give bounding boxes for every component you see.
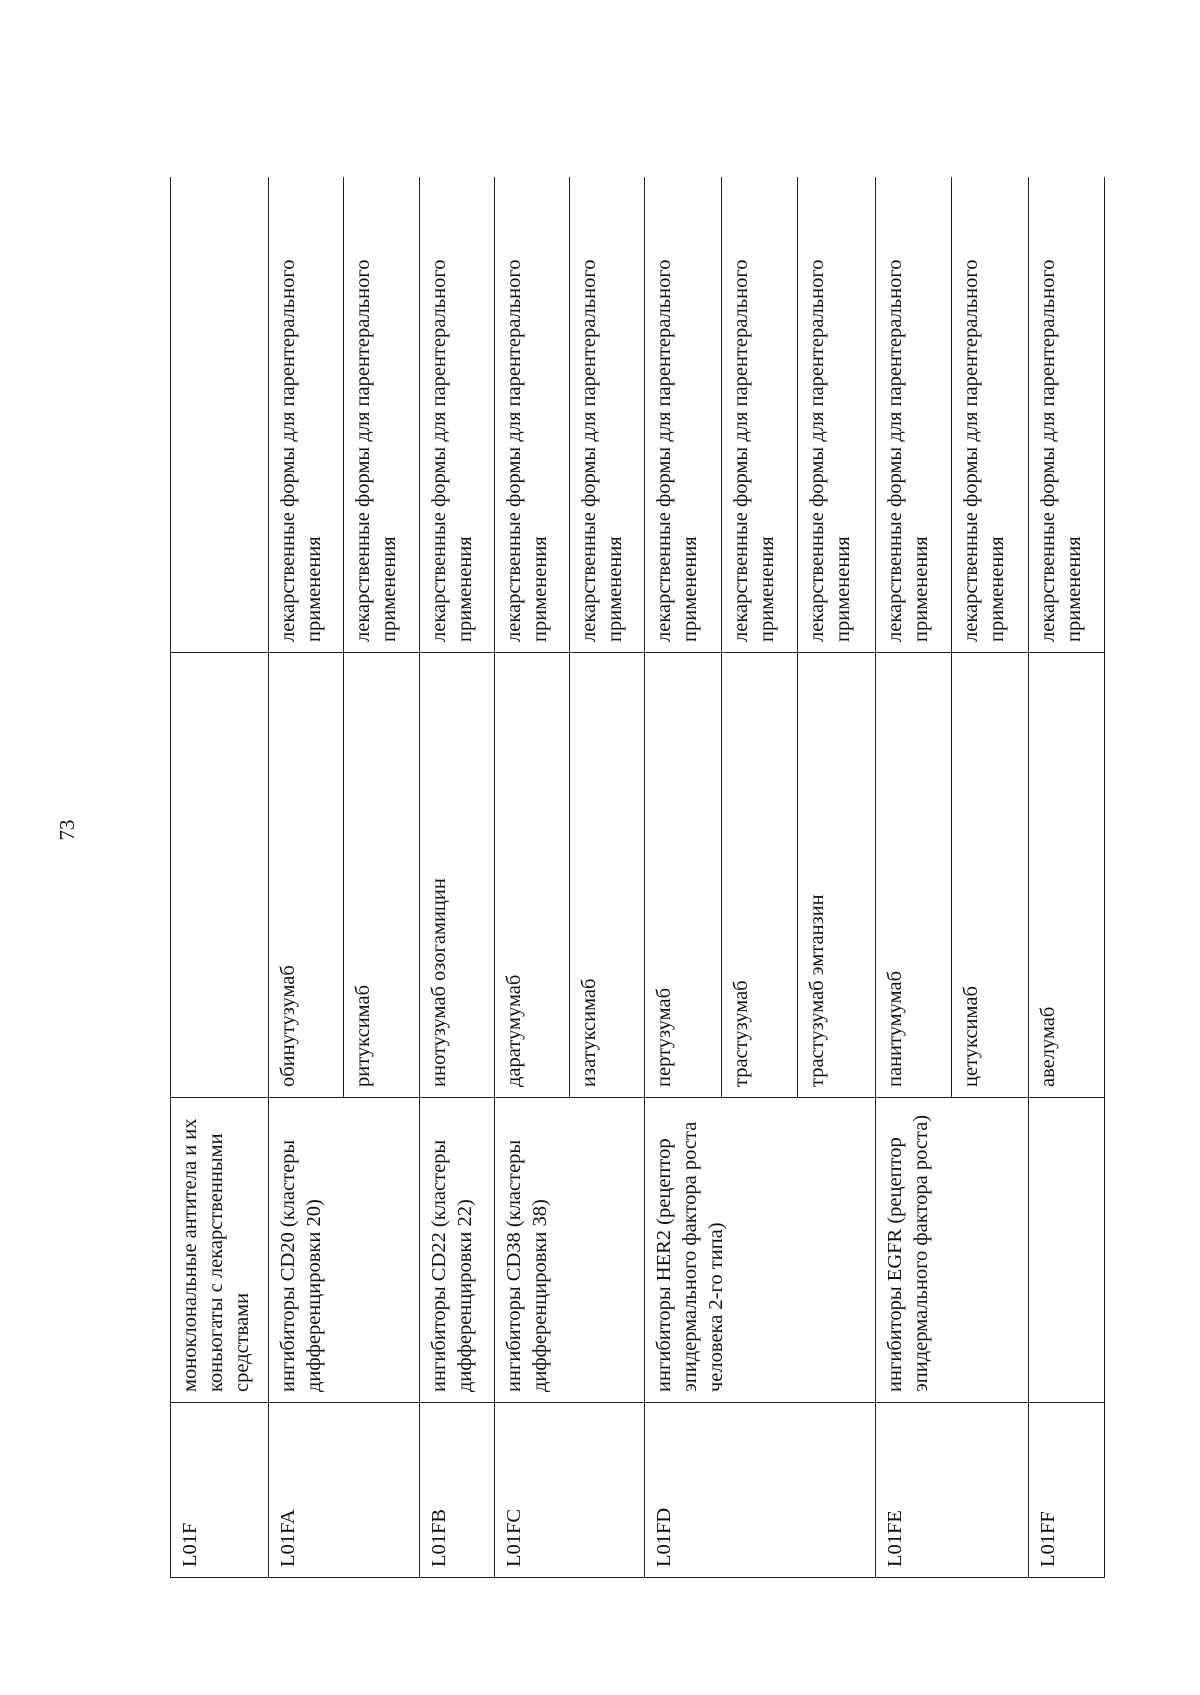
drug-name-cell: изатуксимаб xyxy=(570,653,645,1098)
dosage-form-cell: лекарственные формы для парентерального применения xyxy=(344,178,419,653)
drug-name-cell: трастузумаб xyxy=(721,653,797,1098)
dosage-form-cell: лекарственные формы для парентерального применения xyxy=(721,178,797,653)
dosage-form-cell: лекарственные формы для парентерального применения xyxy=(570,178,645,653)
table-row xyxy=(268,178,343,1578)
atc-code-cell: L01F xyxy=(171,1403,269,1578)
group-name-cell: ингибиторы HER2 (рецептор эпидермального фактора роста человека 2-го типа) xyxy=(645,1098,875,1403)
drug-name-cell: пертузумаб xyxy=(645,653,721,1098)
atc-code-cell: L01FA xyxy=(268,1403,419,1578)
group-name-cell: моноклональные антитела и их коньюгаты с лекарственными средствами xyxy=(171,1098,269,1403)
dosage-form-cell: лекарственные формы для парентерального применения xyxy=(875,178,951,653)
rotated-table-container xyxy=(170,178,1105,1578)
group-name-cell: ингибиторы CD20 (кластеры дифференцировки 20) xyxy=(268,1098,419,1403)
drug-name-cell: обинутузумаб xyxy=(268,653,343,1098)
dosage-form-cell: лекарственные формы для парентерального применения xyxy=(494,178,569,653)
drug-name-cell: панитумумаб xyxy=(875,653,951,1098)
dosage-form-cell xyxy=(171,178,269,653)
page-number: 73 xyxy=(55,819,79,841)
atc-code-cell: L01FF xyxy=(1028,1403,1105,1578)
drug-name-cell: цетуксимаб xyxy=(952,653,1028,1098)
dosage-form-cell: лекарственные формы для парентерального применения xyxy=(419,178,494,653)
group-name-cell xyxy=(1028,1098,1105,1403)
dosage-form-cell: лекарственные формы для парентерального применения xyxy=(952,178,1028,653)
group-name-cell: ингибиторы CD22 (кластеры дифференцировки 22) xyxy=(419,1098,494,1403)
atc-code-cell: L01FE xyxy=(875,1403,1028,1578)
dosage-form-cell: лекарственные формы для парентерального применения xyxy=(798,178,875,653)
drug-name-cell: ритуксимаб xyxy=(344,653,419,1098)
atc-code-cell: L01FB xyxy=(419,1403,494,1578)
table-row xyxy=(494,178,569,1578)
drug-classification-table xyxy=(170,178,1105,1579)
atc-code-cell: L01FD xyxy=(645,1403,875,1578)
table-row xyxy=(419,178,494,1578)
drug-name-cell: трастузумаб эмтанзин xyxy=(798,653,875,1098)
group-name-cell: ингибиторы CD38 (кластеры дифференцировки 38) xyxy=(494,1098,645,1403)
table-row xyxy=(645,178,721,1578)
table-row xyxy=(875,178,951,1578)
dosage-form-cell: лекарственные формы для парентерального применения xyxy=(645,178,721,653)
drug-name-cell: авелумаб xyxy=(1028,653,1105,1098)
drug-name-cell xyxy=(171,653,269,1098)
dosage-form-cell: лекарственные формы для парентерального применения xyxy=(1028,178,1105,653)
group-name-cell: ингибиторы EGFR (рецептор эпидермального фактора роста) xyxy=(875,1098,1028,1403)
table-row-header xyxy=(171,178,269,1578)
atc-code-cell: L01FC xyxy=(494,1403,645,1578)
drug-name-cell: даратумумаб xyxy=(494,653,569,1098)
drug-name-cell: инотузумаб озогамицин xyxy=(419,653,494,1098)
table-row xyxy=(1028,178,1105,1578)
dosage-form-cell: лекарственные формы для парентерального применения xyxy=(268,178,343,653)
